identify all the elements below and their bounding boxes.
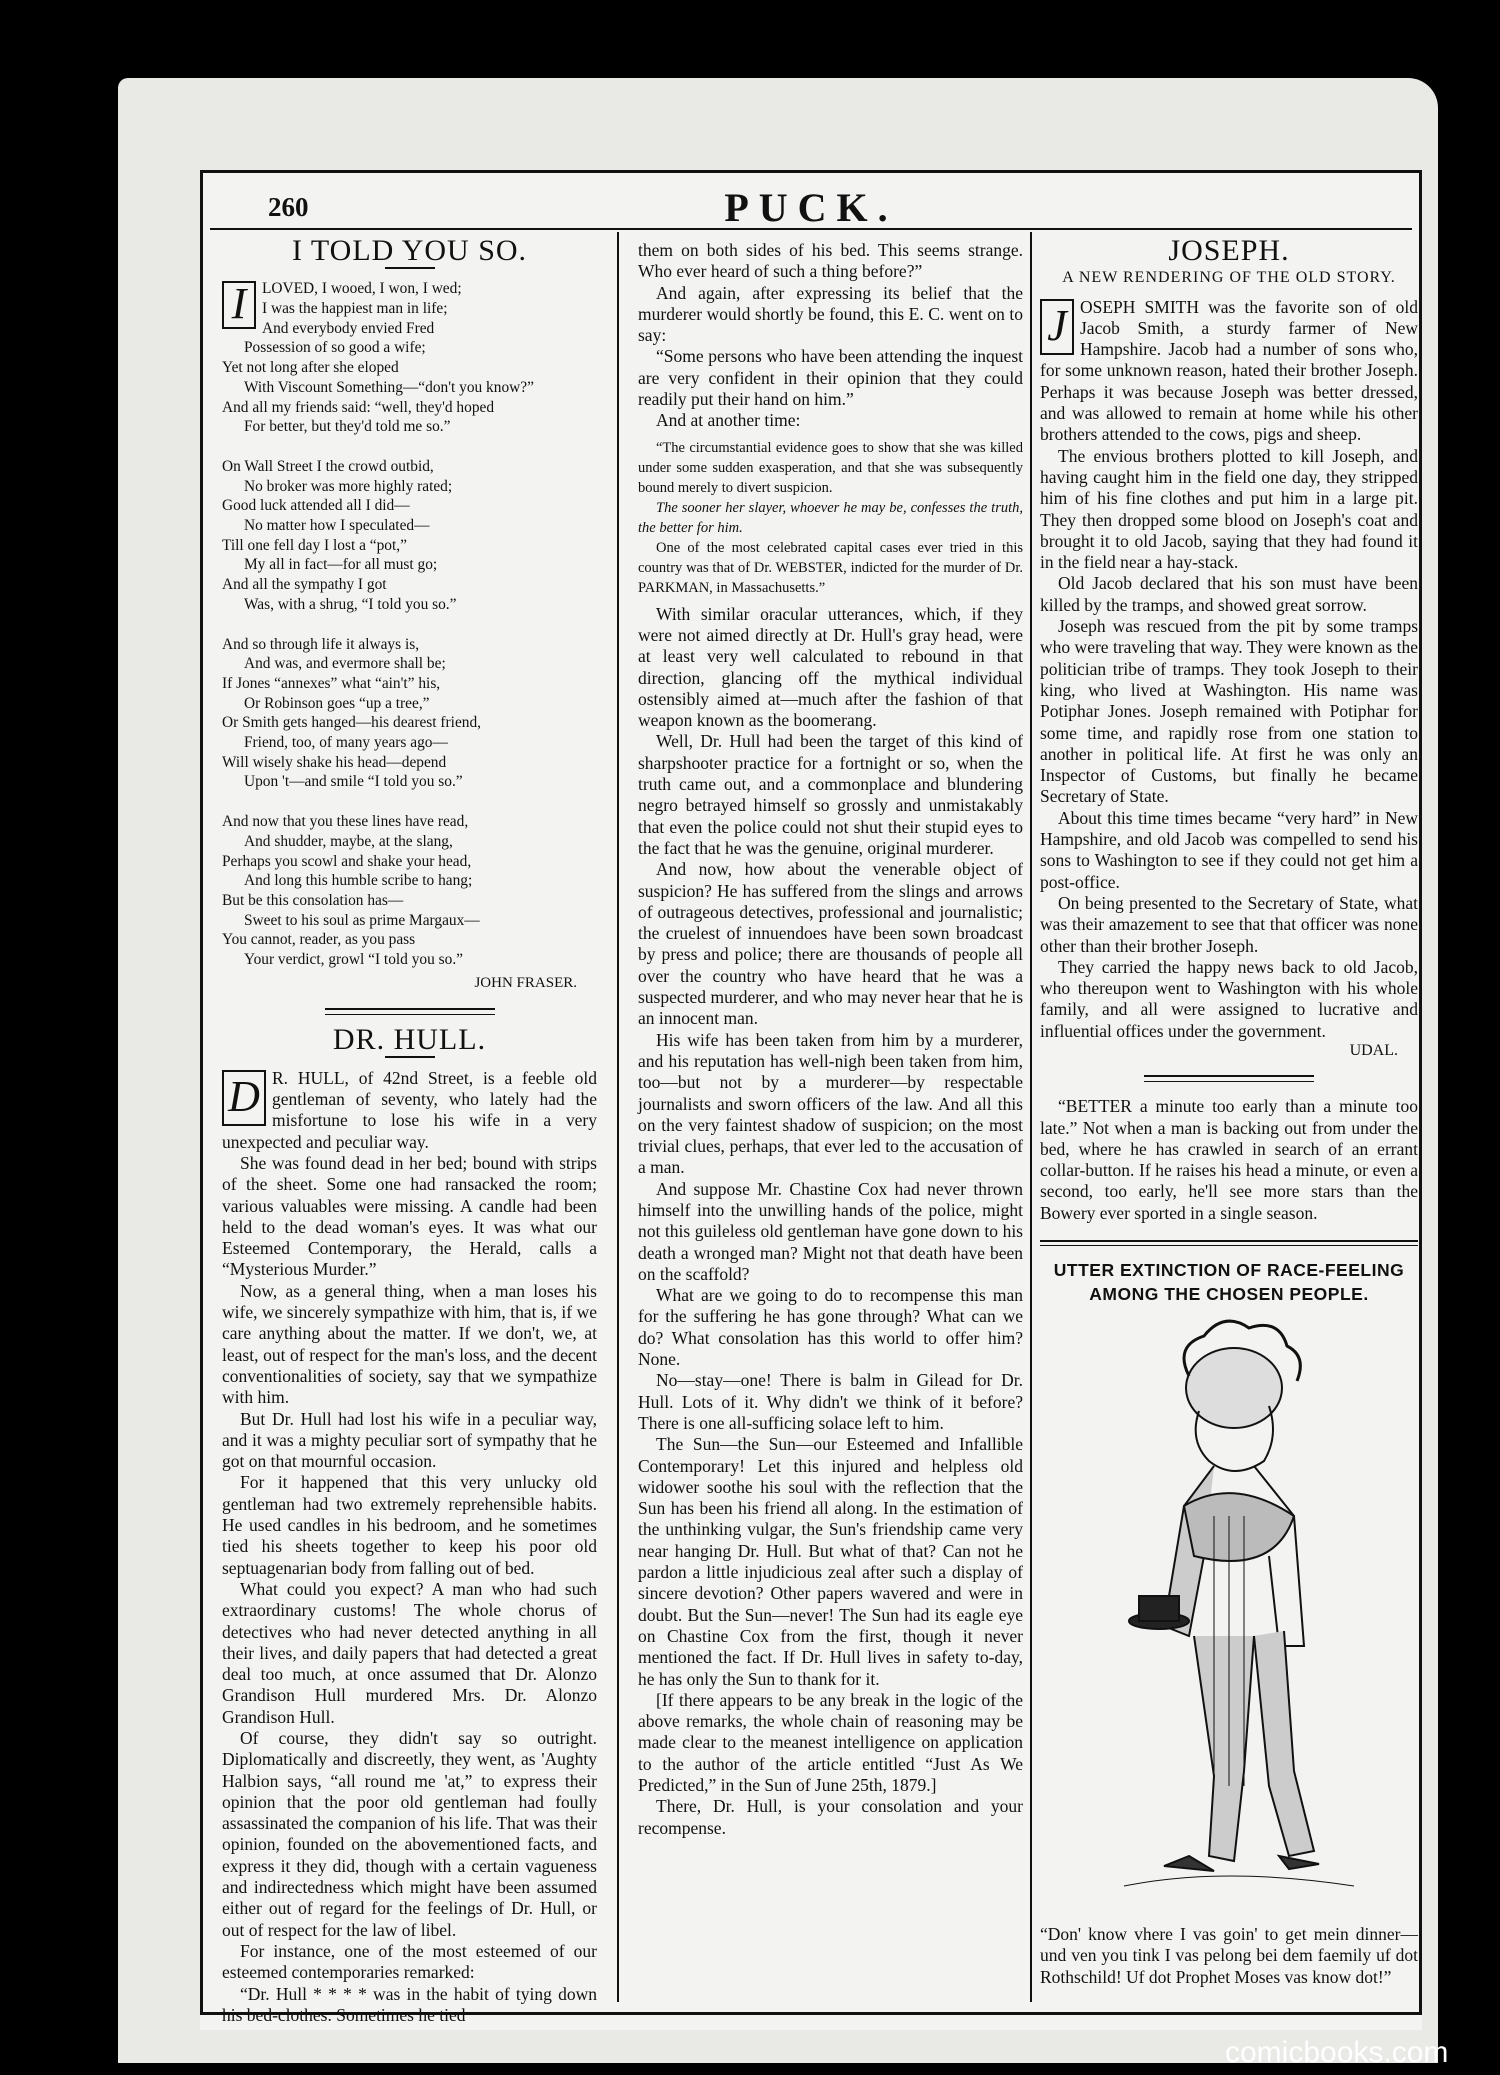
- poem-line: Upon 't—and smile “I told you so.”: [244, 773, 463, 791]
- poem-line: Was, with a shrug, “I told you so.”: [244, 595, 457, 613]
- poem-line: You cannot, reader, as you pass: [222, 931, 416, 949]
- article-paragraph: R. HULL, of 42nd Street, is a feeble old gentleman of seventy, who lately had the misfortune to lose his wife in a very unexpected and peculiar way.: [222, 1067, 597, 1152]
- poem-line: If Jones “annexes” what “ain't” his,: [222, 674, 441, 692]
- poem-line: Your verdict, growl “I told you so.”: [244, 951, 464, 969]
- column-1: [222, 234, 597, 2026]
- poem-line: Will wisely shake his head—depend: [222, 753, 447, 771]
- article-paragraph: The Sun—the Sun—our Esteemed and Infallible Contemporary! Let this injured and helpless old widower soothe his soul with the reflection that the Sun has been his friend all along. In the estimation of the unthinking vulgar, the Sun's friendship came very near hanging Dr. Hull. But what of that? Can not he pardon a little injudicious zeal after such a display of sincere devotion? Other papers wavered and were in doubt. But the Sun—never! The Sun had its eagle eye on Chastine Cox from the first, though it never mentioned the fact. If Dr. Hull lives in safety to-day, he has only the Sun to thank for it.: [638, 1434, 1023, 1689]
- article-paragraph: them on both sides of his bed. This seems strange. Who ever heard of such a thing before?”: [638, 240, 1023, 282]
- poem-line: But be this consolation has—: [222, 891, 404, 909]
- poem-stanza-1: [222, 279, 597, 437]
- cartoon-divider: [1040, 1240, 1418, 1246]
- poem-line: And all my friends said: “well, they'd hoped: [222, 398, 495, 416]
- page-header: [200, 180, 1422, 230]
- article-paragraph: “Dr. Hull * * * * was in the habit of tying down his bed-clothes. Sometimes he tied: [222, 1983, 597, 2025]
- section-divider: [325, 1008, 495, 1015]
- header-rule: [210, 228, 1412, 230]
- poem-title: I TOLD YOU SO.: [291, 234, 528, 267]
- poem-stanza-4: [222, 812, 597, 970]
- article-paragraph: There, Dr. Hull, is your consolation and your recompense.: [638, 1796, 1023, 1838]
- poem-line: And so through life it always is,: [222, 635, 420, 653]
- column-3: [1040, 234, 1418, 1988]
- joseph-signature: UDAL.: [1349, 1041, 1398, 1059]
- cartoon-figure: [1064, 1316, 1394, 1916]
- joseph-paragraph: Old Jacob declared that his son must have been killed by the tramps, and showed great sorrow.: [1040, 573, 1418, 615]
- article-paragraph: With similar oracular utterances, which, if they were not aimed directly at Dr. Hull's gray head, were at least very well calculated to rebound in that direction, glancing off the mythical individual ostensibly aimed at—much after the fashion of that weapon known as the boomerang.: [638, 603, 1023, 731]
- article-paragraph: Of course, they didn't say so outright. Diplomatically and discreetly, they went, as 'Aughty Halbion says, “all round me 'at,” to express their opinion that the poor old gentleman had foully assassinated the companion of his life. That was their opinion, founded on the abovementioned facts, and express it they did, though with a certain vagueness and indirectedness which might have been assumed either out of regard for the feelings of Dr. Hull, or out of respect for the law of libel.: [222, 1728, 597, 1940]
- poem-line: And long this humble scribe to hang;: [244, 872, 473, 890]
- joseph-title: JOSEPH.: [1168, 234, 1290, 267]
- cartoon-title-line: AMONG THE CHOSEN PEOPLE.: [1089, 1284, 1369, 1305]
- poem-line: And now that you these lines have read,: [222, 813, 469, 831]
- watermark: comicbooks.com: [1225, 2036, 1449, 2069]
- article-body-col1: [222, 1068, 597, 2026]
- article-paragraph: [If there appears to be any break in the logic of the above remarks, the whole chain of reasoning may be made clear to the meanest intelligence on application to the author of the article entitled “Just As We Predicted,” in the Sun of June 25th, 1879.]: [638, 1689, 1023, 1795]
- poem-stanza-3: [222, 635, 597, 793]
- cartoon-title-line: UTTER EXTINCTION OF RACE-FEELING: [1053, 1260, 1405, 1281]
- joseph-paragraph: On being presented to the Secretary of State, what was their amazement to see that that officer was none other than their brother Joseph.: [1040, 892, 1418, 956]
- drop-cap: D: [222, 1070, 266, 1126]
- article-title: DR. HULL.: [332, 1022, 487, 1056]
- article-paragraph: For it happened that this very unlucky old gentleman had two extremely reprehensible habits. He used candles in his bedroom, and he sometimes tied his sheets together to keep his poor old septuagenarian body from falling out of bed.: [222, 1472, 597, 1578]
- column-2: [638, 240, 1023, 1839]
- column-rule-2: [1030, 232, 1032, 2002]
- drop-cap: I: [222, 281, 256, 329]
- article-paragraph: And at another time:: [656, 410, 801, 431]
- column-rule-1: [617, 232, 619, 2002]
- poem-line: On Wall Street I the crowd outbid,: [222, 457, 434, 475]
- article-paragraph: She was found dead in her bed; bound with strips of the sheet. Some one had ransacked the room; various valuables were missing. A candle had been held to the dead woman's eyes. It was what our Esteemed Contemporary, the Herald, calls a “Mysterious Murder.”: [222, 1152, 597, 1280]
- title-rule: [385, 1056, 435, 1058]
- article-paragraph: And suppose Mr. Chastine Cox had never thrown himself into the unwilling hands of the police, might not this guileless old gentleman have gone down to his death a wronged man? Might not that death have been on the scaffold?: [638, 1178, 1023, 1284]
- cartoon-caption: “Don' know vhere I vas goin' to get mein dinner—und ven you tink I vas pelong bei dem faemily uf dot Rothschild! Uf dot Prophet Moses vas know dot!”: [1040, 1924, 1418, 1987]
- article-paragraph: But Dr. Hull had lost his wife in a peculiar way, and it was a mighty peculiar sort of sympathy that he got on that mournful occasion.: [222, 1408, 597, 1472]
- poem-line: Sweet to his soul as prime Margaux—: [244, 911, 480, 929]
- poem-line: And all the sympathy I got: [222, 576, 387, 594]
- article-paragraph: “Some persons who have been attending the inquest are very confident in their opinion that they could readily put their hand on him.”: [638, 346, 1023, 410]
- poem-line: With Viscount Something—“don't you know?”: [244, 378, 534, 396]
- joseph-paragraph: OSEPH SMITH was the favorite son of old Jacob Smith, a sturdy farmer of New Hampshire. Jacob had a number of sons who, for some unknown reason, hated their brother Joseph. Perhaps it was because Joseph was better dressed, and was allowed to remain at home while his other brothers attended to the cows, pigs and sheep.: [1040, 296, 1418, 445]
- title-rule: [385, 267, 435, 269]
- joseph-paragraph: The envious brothers plotted to kill Joseph, and having caught him in the field one day, they stripped him of his fine clothes and put him in a large pit. They then dropped some blood on Joseph's coat and brought it to old Jacob, saying that they had found it in the field near a hay-stack.: [1040, 445, 1418, 573]
- poem-line: And everybody envied Fred: [262, 319, 435, 337]
- poem-line: I was the happiest man in life;: [262, 300, 448, 317]
- poem-line: No matter how I speculated—: [244, 517, 430, 535]
- cartoon-illustration: [1064, 1316, 1394, 1916]
- joseph-paragraph: About this time times became “very hard” in New Hampshire, and old Jacob was compelled to send his sons to Washington to see if they could not get him a post-office.: [1040, 807, 1418, 892]
- article-paragraph: No—stay—one! There is balm in Gilead for Dr. Hull. Lots of it. Why didn't we think of it before? There is one all-sufficing solace left to him.: [638, 1370, 1023, 1433]
- quote-paragraph: One of the most celebrated capital cases ever tried in this country was that of Dr. WEBSTER, indicted for the murder of Dr. PARKMAN, in Massachusetts.”: [638, 539, 1023, 596]
- poem-line: Till one fell day I lost a “pot,”: [222, 536, 407, 554]
- article-paragraph: And again, after expressing its belief that the murderer would shortly be found, this E. C. went on to say:: [638, 282, 1023, 346]
- joseph-paragraph: They carried the happy news back to old Jacob, who thereupon went to Washington with his whole family, and all were assigned to lucrative and influential offices under the government.: [1040, 956, 1418, 1041]
- poem-line: Or Robinson goes “up a tree,”: [244, 694, 430, 712]
- poem-line: Perhaps you scowl and shake your head,: [222, 852, 472, 870]
- poem-line: Good luck attended all I did—: [222, 497, 410, 515]
- article-paragraph: His wife has been taken from him by a murderer, and his reputation has well-nigh been taken from him, too—but not by a murderer—by respectable journalists and sworn officers of the law. And all this on the very faintest shadow of suspicion; on the most trivial clues, perhaps, that ever led to the accusation of a man.: [638, 1029, 1023, 1178]
- poem-line: LOVED, I wooed, I won, I wed;: [262, 280, 462, 298]
- drop-cap: J: [1040, 299, 1074, 355]
- quoted-extracts: [638, 438, 1023, 598]
- joseph-subtitle: A NEW RENDERING OF THE OLD STORY.: [1062, 269, 1396, 287]
- poem-line: Friend, too, of many years ago—: [244, 734, 448, 752]
- article-paragraph: What could you expect? A man who had such extraordinary customs! The whole chorus of detectives who had never detected anything in all their lives, and daily papers that had detected a great deal too much, at once assumed that Dr. Alonzo Grandison Hull murdered Mrs. Dr. Alonzo Grandison Hull.: [222, 1578, 597, 1727]
- page-number: 260: [268, 192, 309, 222]
- poem-line: For better, but they'd told me so.”: [244, 418, 451, 436]
- poem-line: No broker was more highly rated;: [244, 477, 453, 495]
- article-paragraph: For instance, one of the most esteemed of our esteemed contemporaries remarked:: [222, 1940, 597, 1983]
- poem-stanza-2: [222, 457, 597, 615]
- article-paragraph: Now, as a general thing, when a man loses his wife, we sincerely sympathize with him, that is, if we care anything about the matter. If we don't, we, at least, out of respect for the man's loss, and the decent conventionalities of society, say that we sympathize with him.: [222, 1280, 597, 1408]
- better-paragraph: “BETTER a minute too early than a minute too late.” Not when a man is backing out from under the bed, where he has crawled in search of an errant collar-button. If he raises his head a minute, or even a second, too early, he'll see more stars than the Bowery ever sported in a single season.: [1040, 1096, 1418, 1223]
- poem-line: And shudder, maybe, at the slang,: [244, 832, 453, 850]
- article-paragraph: And now, how about the venerable object of suspicion? He has suffered from the slings and arrows of outrageous detectives, professional and journalistic; the cruelest of innuendoes have been sown broadcast by press and police; there are thousands of people all over the country who have heard that he was a suspected murderer, and who may never hear that he is an innocent man.: [638, 859, 1023, 1029]
- section-divider: [1144, 1075, 1314, 1082]
- quote-paragraph: “The circumstantial evidence goes to show that she was killed under some sudden exasperation, and that she was subsequently bound merely to divert suspicion.: [638, 439, 1023, 496]
- poem-line: Or Smith gets hanged—his dearest friend,: [222, 714, 482, 732]
- poem-line: My all in fact—for all must go;: [244, 556, 438, 574]
- cartoon-title: [1040, 1258, 1418, 1306]
- article-paragraph: Well, Dr. Hull had been the target of this kind of sharpshooter practice for a fortnight or so, when the truth came out, and a commonplace and blundering negro betrayed himself so grossly and unmistakably that even the police could not shut their stupid eyes to the fact that he was the genuine, original murderer.: [638, 731, 1023, 858]
- poem-line: Possession of so good a wife;: [244, 339, 426, 357]
- poem-line: And was, and evermore shall be;: [244, 655, 446, 673]
- quote-paragraph-italic: The sooner her slayer, whoever he may be, confesses the truth, the better for him.: [638, 499, 1023, 536]
- masthead: PUCK.: [724, 185, 898, 230]
- poem-body: [222, 279, 597, 993]
- poem-line: Yet not long after she eloped: [222, 359, 399, 377]
- article-paragraph: What are we going to do to recompense this man for the suffering he has gone through? What can we do? What consolation has this world to offer him? None.: [638, 1285, 1023, 1370]
- joseph-paragraph: Joseph was rescued from the pit by some tramps who were traveling that way. They were known as the politician tribe of tramps. They took Joseph to their king, who lived at Washington. His name was Potiphar Jones. Joseph remained with Potiphar for some time, and rapidly rose from one station to another in political life. At first he was only an Inspector of Customs, but finally he became Secretary of State.: [1040, 616, 1418, 807]
- poem-signature: JOHN FRASER.: [474, 974, 577, 991]
